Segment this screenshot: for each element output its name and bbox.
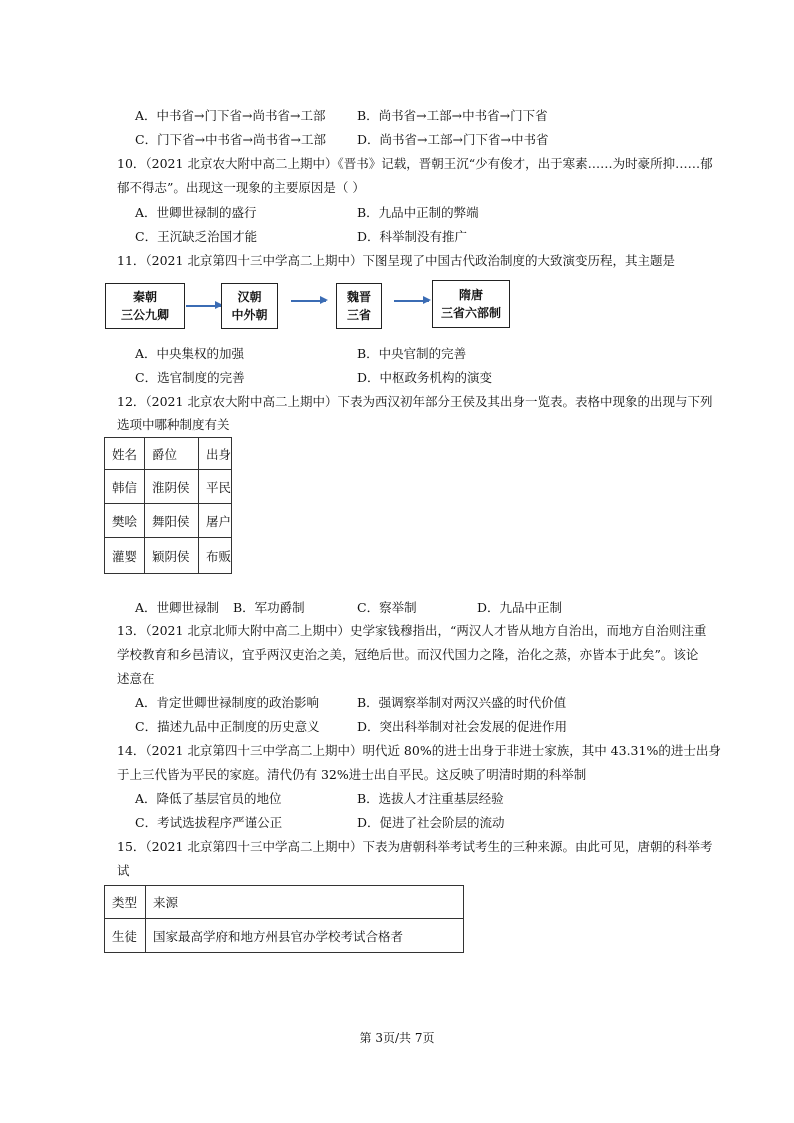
q9-option-b: B．尚书省→工部→中书省→门下省 — [357, 108, 548, 123]
flow-box-qin-system: 三公九卿 — [120, 308, 169, 322]
q12-option-a: A．世卿世禄制 — [135, 600, 220, 615]
q13-option-b: B．强调察举制对两汉兴盛的时代价值 — [357, 695, 567, 710]
flow-box-suitang-era: 隋唐 — [458, 288, 483, 302]
table-cell: 屠户 — [199, 504, 232, 538]
q13-stem-line2: 学校教育和乡邑清议，宜乎两汉吏治之美，冠绝后世。而汉代国力之隆，治化之蒸，亦皆本于此矣”。该论 — [117, 647, 699, 662]
q10-option-c: C．王沉缺乏治国才能 — [135, 229, 258, 244]
table-cell: 淮阴侯 — [145, 470, 199, 504]
q14-option-d: D．促进了社会阶层的流动 — [357, 815, 505, 830]
q10-option-b: B．九品中正制的弊端 — [357, 205, 479, 220]
flow-box-suitang-system: 三省六部制 — [440, 306, 501, 320]
q14-option-a: A．降低了基层官员的地位 — [135, 791, 282, 806]
flow-arrow-2 — [291, 300, 326, 302]
q11-option-a: A．中央集权的加强 — [135, 346, 245, 361]
flow-box-weijin — [336, 283, 382, 329]
table-cell: 类型 — [105, 886, 146, 919]
table-row — [105, 538, 232, 574]
table-cell: 韩信 — [105, 470, 145, 504]
table-cell: 来源 — [146, 886, 464, 919]
q14-option-b: B．选拔人才注重基层经验 — [357, 791, 504, 806]
table-cell: 国家最高学府和地方州县官办学校考试合格者 — [146, 919, 464, 953]
q15-stem-line1: 15．（2021 北京第四十三中学高二上期中）下表为唐朝科举考试考生的三种来源。由此可见，唐朝的科举考 — [117, 839, 713, 854]
q12-option-d: D．九品中正制 — [477, 600, 563, 615]
q13-option-c: C．描述九品中正制度的历史意义 — [135, 719, 320, 734]
q13-stem-line3: 述意在 — [117, 671, 155, 686]
q11-stem: 11．（2021 北京第四十三中学高二上期中）下图呈现了中国古代政治制度的大致演变历程，其主题是 — [117, 253, 675, 268]
table-cell: 平民 — [199, 470, 232, 504]
flow-box-weijin-era: 魏晋 — [346, 290, 371, 304]
page-number: 第 3页/共 7页 — [359, 1031, 435, 1045]
table-row — [105, 919, 464, 953]
table-cell: 灌婴 — [105, 538, 145, 574]
q10-stem-line1: 10．（2021 北京农大附中高二上期中）《晋书》记载，晋朝王沉“少有俊才，出于寒素……为时豪所抑……郁 — [117, 156, 713, 171]
table-row — [105, 438, 232, 470]
flow-box-weijin-system: 三省 — [346, 308, 371, 322]
flow-arrow-1 — [186, 305, 221, 307]
q12-option-b: B．军功爵制 — [233, 600, 305, 615]
table-cell: 颖阴侯 — [145, 538, 199, 574]
table-row — [105, 504, 232, 538]
q9-option-d: D．尚书省→工部→门下省→中书省 — [357, 132, 549, 147]
q13-option-d: D．突出科举制对社会发展的促进作用 — [357, 719, 568, 734]
flow-box-suitang — [432, 280, 510, 328]
table-cell: 舞阳侯 — [145, 504, 199, 538]
q15-stem-line2: 试 — [117, 863, 130, 878]
q10-option-d: D．科举制没有推广 — [357, 229, 468, 244]
q14-stem-line1: 14．（2021 北京第四十三中学高二上期中）明代近 80%的进士出身于非进士家族，其中 43.31%的进士出身 — [117, 743, 721, 758]
q11-option-d: D．中枢政务机构的演变 — [357, 370, 493, 385]
table-cell: 布贩 — [199, 538, 232, 574]
q11-option-c: C．选官制度的完善 — [135, 370, 245, 385]
table-cell: 姓名 — [105, 438, 145, 470]
q10-stem-line2: 郁不得志”。出现这一现象的主要原因是（ ） — [117, 180, 365, 195]
table-cell: 樊哙 — [105, 504, 145, 538]
q12-stem-line1: 12．（2021 北京农大附中高二上期中）下表为西汉初年部分王侯及其出身一览表。表格中现象的出现与下列 — [117, 394, 713, 409]
flow-arrow-3 — [394, 300, 429, 302]
q15-table — [104, 885, 464, 953]
q9-option-a: A．中书省→门下省→尚书省→工部 — [135, 108, 326, 123]
flow-box-qin — [105, 283, 185, 329]
q12-option-c: C．察举制 — [357, 600, 417, 615]
flow-box-qin-era: 秦朝 — [132, 290, 157, 304]
table-cell: 出身 — [199, 438, 232, 470]
q12-table — [104, 437, 232, 574]
q9-option-c: C．门下省→中书省→尚书省→工部 — [135, 132, 326, 147]
flow-box-han-era: 汉朝 — [237, 290, 262, 304]
q13-option-a: A．肯定世卿世禄制度的政治影响 — [135, 695, 320, 710]
table-row — [105, 886, 464, 919]
q13-stem-line1: 13．（2021 北京北师大附中高二上期中）史学家钱穆指出，“两汉人才皆从地方自治出，而地方自治则注重 — [117, 623, 707, 638]
q14-option-c: C．考试选拔程序严谨公正 — [135, 815, 283, 830]
table-row — [105, 470, 232, 504]
flow-box-han-system: 中外朝 — [231, 308, 268, 322]
q14-stem-line2: 于上三代皆为平民的家庭。清代仍有 32%进士出自平民。这反映了明清时期的科举制 — [117, 767, 587, 782]
q10-option-a: A．世卿世禄制的盛行 — [135, 205, 257, 220]
q12-stem-line2: 选项中哪种制度有关 — [117, 417, 230, 432]
table-cell: 爵位 — [145, 438, 199, 470]
q11-option-b: B．中央官制的完善 — [357, 346, 467, 361]
table-cell: 生徒 — [105, 919, 146, 953]
flow-box-han — [221, 283, 278, 329]
